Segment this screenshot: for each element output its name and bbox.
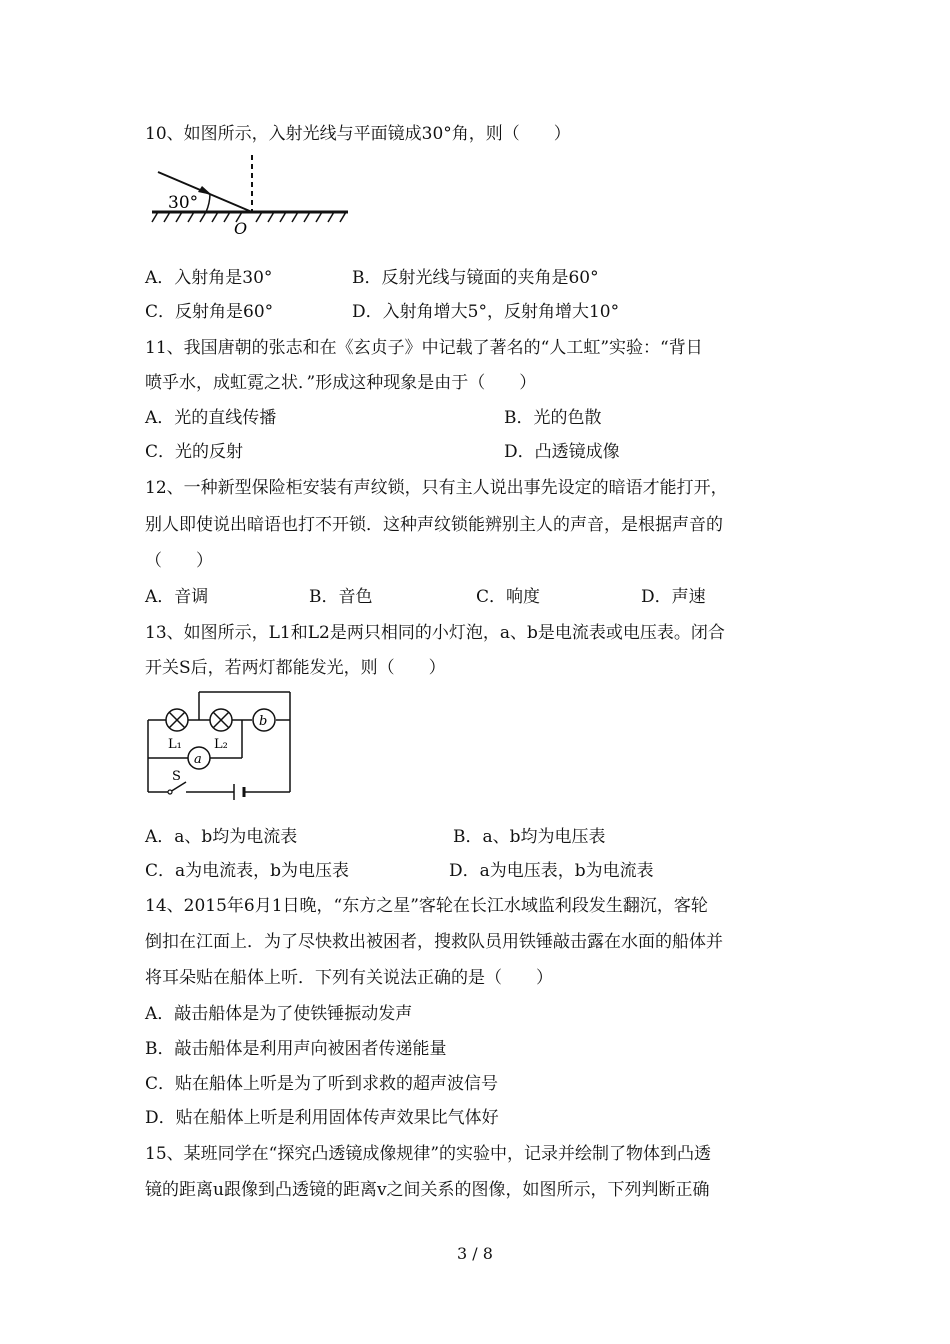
q11-stem-line-2: 喷乎水，成虹霓之状．”形成这种现象是由于（ ） bbox=[145, 373, 537, 393]
switch-label: S bbox=[172, 769, 181, 784]
q10-option-c: C．反射角是60° bbox=[145, 302, 274, 322]
angle-arc bbox=[206, 194, 210, 212]
page-number: 3 / 8 bbox=[457, 1244, 493, 1263]
q15-stem-line-2: 镜的距离u跟像到凸透镜的距离v之间关系的图像，如图所示，下列判断正确 bbox=[145, 1180, 710, 1200]
q13-stem-line-2: 开关S后，若两灯都能发光，则（ ） bbox=[145, 658, 446, 678]
switch-contact bbox=[168, 790, 172, 794]
q13-option-b: B．a、b均为电压表 bbox=[453, 827, 606, 847]
q14-option-c: C．贴在船体上听是为了听到求救的超声波信号 bbox=[145, 1074, 499, 1094]
q14-option-b: B．敲击船体是利用声向被困者传递能量 bbox=[145, 1039, 447, 1059]
q11-option-d: D．凸透镜成像 bbox=[504, 442, 620, 462]
q12-option-d: D．声速 bbox=[641, 587, 706, 607]
meter-a-label: a bbox=[194, 752, 202, 767]
q10-option-b: B．反射光线与镜面的夹角是60° bbox=[352, 268, 599, 288]
q13-option-a: A．a、b均为电流表 bbox=[145, 827, 298, 847]
lamp-l2-icon bbox=[210, 709, 232, 731]
q12-stem-line-2: 别人即使说出暗语也打不开锁．这种声纹锁能辨别主人的声音，是根据声音的 bbox=[145, 515, 723, 535]
q12-option-c: C．响度 bbox=[476, 587, 541, 607]
q11-option-b: B．光的色散 bbox=[504, 408, 602, 428]
q14-stem-line-2: 倒扣在江面上．为了尽快救出被困者，搜救队员用铁锤敲击露在水面的船体并 bbox=[145, 932, 723, 952]
q15-stem-line-1: 15、某班同学在“探究凸透镜成像规律”的实验中，记录并绘制了物体到凸透 bbox=[145, 1144, 712, 1164]
q13-option-d: D．a为电压表，b为电流表 bbox=[449, 861, 654, 881]
ray-arrow bbox=[198, 186, 212, 195]
q10-option-a: A．入射角是30° bbox=[145, 268, 273, 288]
q12-stem-line-3: （ ） bbox=[145, 551, 213, 571]
q14-stem-line-3: 将耳朵贴在船体上听．下列有关说法正确的是（ ） bbox=[145, 968, 553, 988]
point-o-label: O bbox=[234, 219, 248, 238]
q11-stem-line-1: 11、我国唐朝的张志和在《玄贞子》中记载了著名的“人工虹”实验：“背日 bbox=[145, 338, 703, 358]
q14-stem-line-1: 14、2015年6月1日晚，“东方之星”客轮在长江水域监利段发生翻沉，客轮 bbox=[145, 896, 708, 916]
q13-stem-line-1: 13、如图所示，L1和L2是两只相同的小灯泡，a、b是电流表或电压表。闭合 bbox=[145, 623, 725, 643]
q14-option-d: D．贴在船体上听是利用固体传声效果比气体好 bbox=[145, 1108, 499, 1128]
q10-mirror-figure bbox=[150, 150, 355, 240]
q11-option-c: C．光的反射 bbox=[145, 442, 244, 462]
angle-label: 30° bbox=[168, 193, 199, 213]
q13-option-c: C．a为电流表，b为电压表 bbox=[145, 861, 350, 881]
q12-option-a: A．音调 bbox=[145, 587, 209, 607]
q10-option-d: D．入射角增大5°，反射角增大10° bbox=[352, 302, 620, 322]
q14-option-a: A．敲击船体是为了使铁锤振动发声 bbox=[145, 1004, 413, 1024]
lamp-l1-icon bbox=[166, 709, 188, 731]
q11-option-a: A．光的直线传播 bbox=[145, 408, 277, 428]
q12-stem-line-1: 12、一种新型保险柜安装有声纹锁，只有主人说出事先设定的暗语才能打开， bbox=[145, 478, 728, 498]
q13-circuit-figure bbox=[140, 686, 300, 802]
q12-option-b: B．音色 bbox=[309, 587, 373, 607]
lamp-l1-label: L₁ bbox=[168, 737, 182, 752]
meter-b-label: b bbox=[259, 714, 268, 729]
lamp-l2-label: L₂ bbox=[214, 737, 228, 752]
q10-stem: 10、如图所示，入射光线与平面镜成30°角，则（ ） bbox=[145, 124, 571, 144]
